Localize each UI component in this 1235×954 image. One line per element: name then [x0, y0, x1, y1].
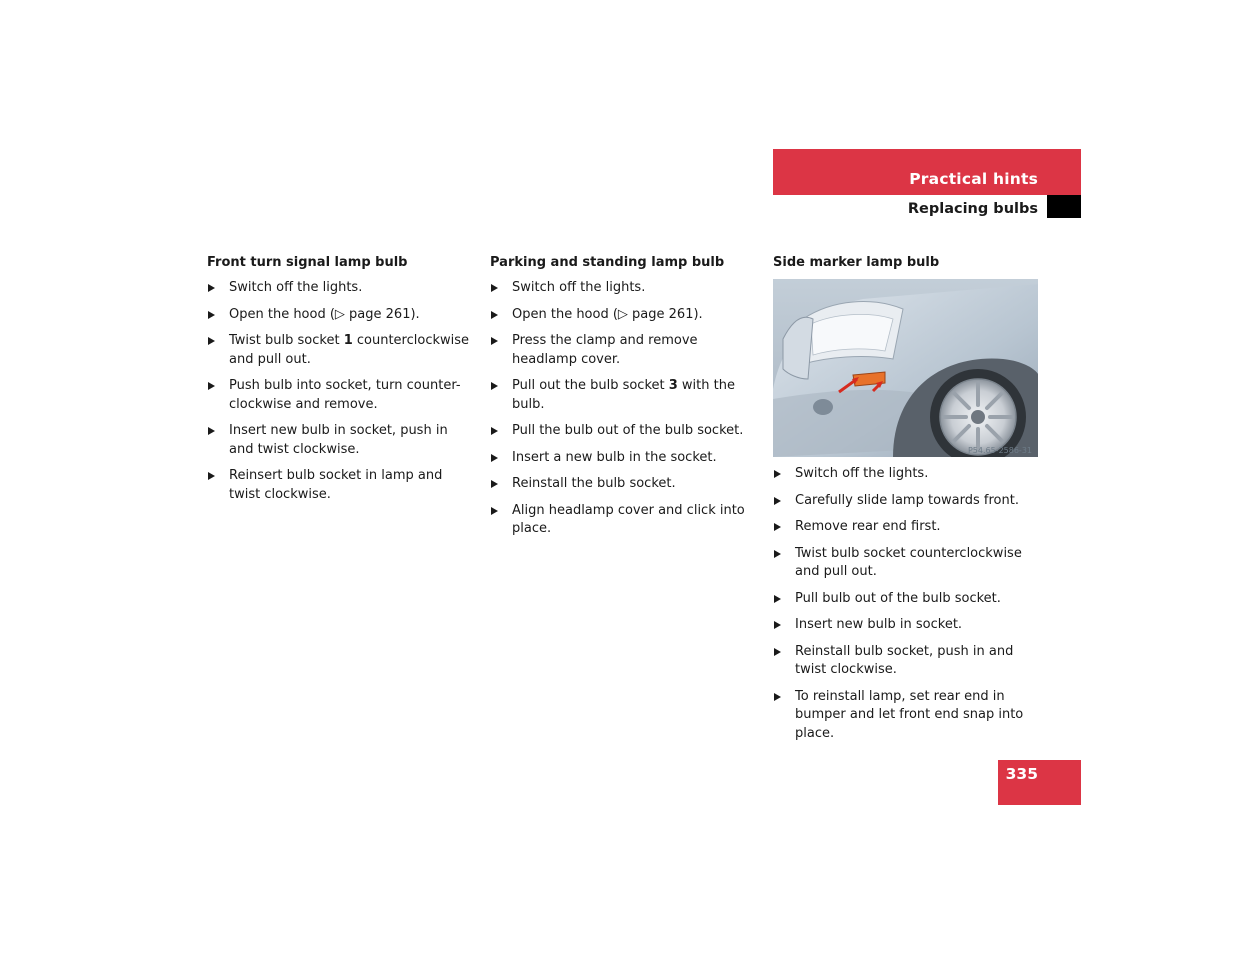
bullet-arrow-icon	[774, 550, 781, 558]
step-item	[490, 306, 758, 325]
step-item	[490, 332, 758, 369]
step-text: counterclockwise and pull out.	[229, 333, 470, 367]
step-text: Pull the bulb out of the bulb socket.	[512, 423, 744, 438]
bullet-arrow-icon	[774, 470, 781, 478]
bullet-arrow-icon	[491, 311, 498, 319]
step-item	[207, 332, 475, 369]
step-text: Insert new bulb in socket.	[795, 617, 963, 632]
column-heading: Parking and standing lamp bulb	[490, 255, 725, 270]
step-text: Reinstall bulb socket, push in and twist clockwise.	[795, 643, 1014, 677]
step-text: Insert a new bulb in the socket.	[512, 449, 717, 465]
column-heading: Side marker lamp bulb	[773, 255, 940, 270]
step-text: Insert new bulb in socket, push in and twist clockwise.	[229, 423, 448, 457]
step-item	[773, 688, 1043, 744]
step-text: Twist bulb socket counterclockwise and pull out.	[795, 545, 1022, 579]
column-parking-lamp	[490, 254, 758, 547]
step-text: To reinstall lamp, set rear end in bumper and let front end snap into place.	[795, 688, 1024, 741]
step-text: Twist bulb socket	[229, 333, 344, 348]
bullet-arrow-icon	[491, 337, 498, 345]
step-text: Press the clamp and remove headlamp cover.	[512, 333, 698, 367]
step-item	[490, 279, 758, 298]
step-text: Remove rear end first.	[795, 519, 941, 534]
step-item	[490, 449, 758, 468]
step-item	[773, 545, 1043, 582]
step-text: Pull out the bulb socket	[512, 378, 669, 393]
step-item	[490, 502, 758, 539]
step-item	[207, 422, 475, 459]
bullet-arrow-icon	[208, 427, 215, 435]
step-item	[773, 616, 1043, 635]
step-item	[207, 279, 475, 298]
step-text: Reinstall the bulb socket.	[512, 476, 676, 491]
step-text: Align headlamp cover and click into place.	[512, 502, 745, 536]
step-text: Switch off the lights.	[229, 280, 363, 295]
step-text: with the bulb.	[512, 378, 735, 412]
step-item	[773, 643, 1043, 680]
bullet-arrow-icon	[774, 595, 781, 603]
bullet-arrow-icon	[208, 284, 215, 292]
bullet-arrow-icon	[774, 497, 781, 505]
callout-number: 3	[668, 378, 678, 393]
subsection-title: Replacing bulbs	[907, 201, 1038, 217]
step-item	[490, 377, 758, 414]
bullet-arrow-icon	[774, 693, 781, 701]
bullet-arrow-icon	[491, 454, 498, 462]
step-text: Switch off the lights.	[795, 466, 929, 481]
step-item	[773, 590, 1043, 609]
step-item	[207, 306, 475, 325]
page-number: 335	[1005, 765, 1038, 783]
column-front-turn-signal	[207, 254, 475, 512]
bullet-arrow-icon	[491, 507, 498, 515]
step-text: Open the hood (▷ page 261).	[512, 306, 703, 322]
bullet-arrow-icon	[491, 382, 498, 390]
figure-code: P54.65-2586-31	[967, 446, 1032, 455]
step-text: Pull bulb out of the bulb socket.	[795, 590, 1001, 606]
bullet-arrow-icon	[774, 523, 781, 531]
column-heading: Front turn signal lamp bulb	[207, 255, 408, 270]
step-text: Carefully slide lamp towards front.	[795, 492, 1019, 508]
bullet-arrow-icon	[774, 621, 781, 629]
step-text: Switch off the lights.	[512, 280, 646, 295]
section-tab-marker	[1047, 195, 1081, 218]
bullet-arrow-icon	[491, 427, 498, 435]
bullet-arrow-icon	[774, 648, 781, 656]
step-item	[490, 422, 758, 441]
step-item	[773, 518, 1043, 537]
step-text: Open the hood (▷ page 261).	[229, 306, 420, 322]
step-item	[773, 492, 1043, 511]
bullet-arrow-icon	[208, 472, 215, 480]
step-item	[773, 465, 1043, 484]
step-list	[207, 279, 475, 504]
bullet-arrow-icon	[208, 382, 215, 390]
bullet-arrow-icon	[491, 480, 498, 488]
column-side-marker	[773, 254, 1043, 751]
step-text: Push bulb into socket, turn counter-clockwise and remove.	[229, 378, 461, 412]
step-list	[490, 279, 758, 539]
step-item	[490, 475, 758, 494]
step-text: Reinsert bulb socket in lamp and twist clockwise.	[229, 468, 443, 502]
bullet-arrow-icon	[491, 284, 498, 292]
step-item	[207, 377, 475, 414]
callout-number: 1	[343, 333, 353, 348]
bullet-arrow-icon	[208, 337, 215, 345]
car-front-illustration	[773, 279, 1038, 457]
side-marker-photo	[773, 279, 1038, 457]
step-item	[207, 467, 475, 504]
bullet-arrow-icon	[208, 311, 215, 319]
section-title: Practical hints	[909, 170, 1038, 188]
step-list	[773, 465, 1043, 743]
